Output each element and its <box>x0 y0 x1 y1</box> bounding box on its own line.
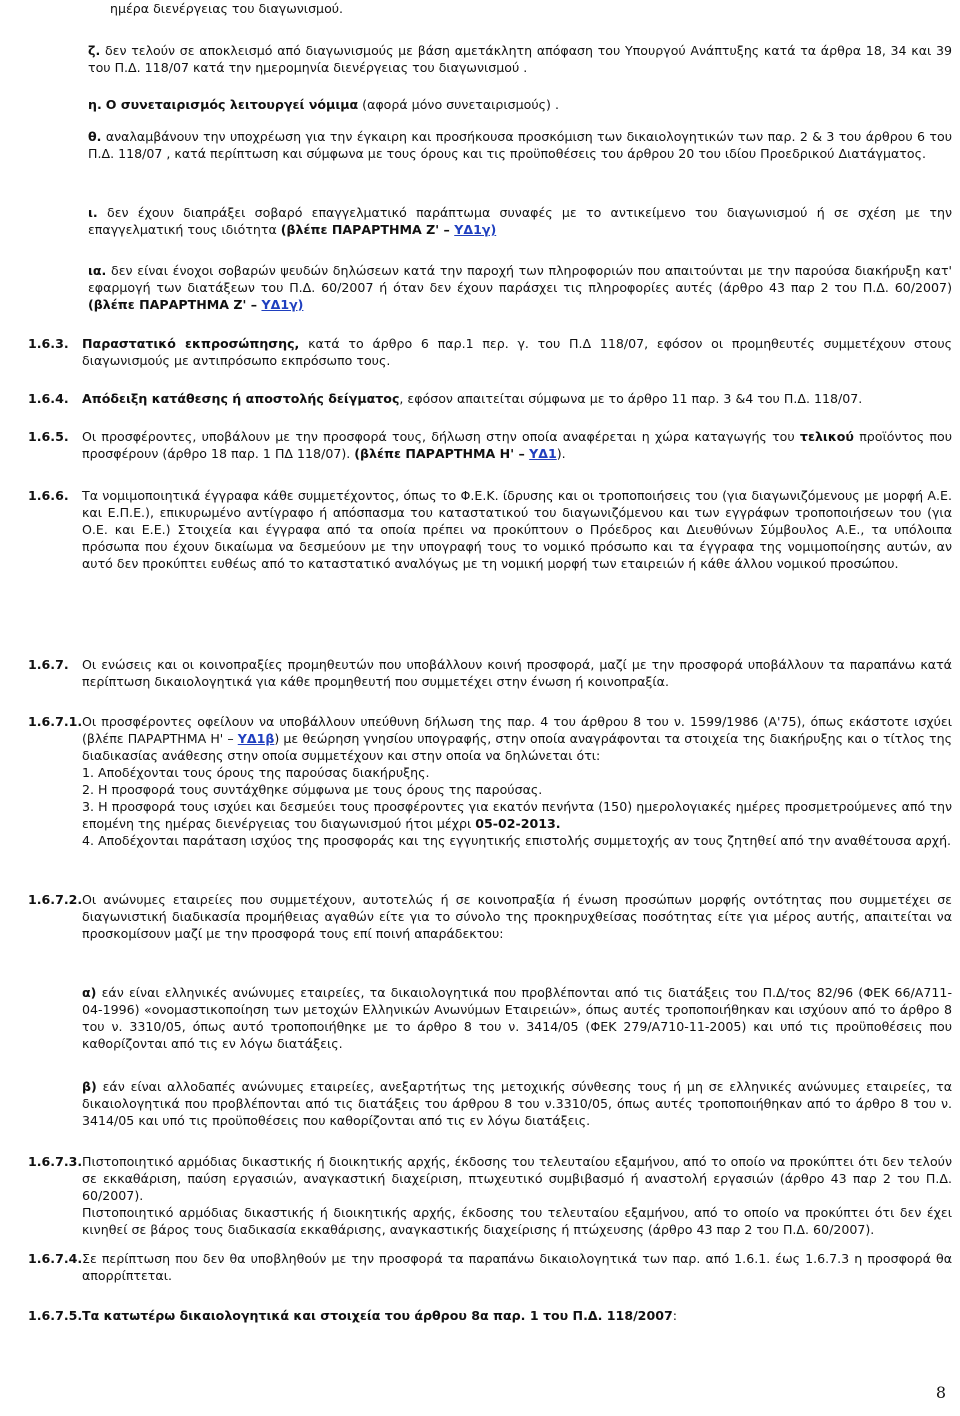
item-label: θ. <box>88 129 102 144</box>
section-number: 1.6.7.4. <box>28 1251 83 1266</box>
item-z <box>88 42 952 76</box>
section-bold: Παραστατικό εκπροσώπησης, <box>82 336 300 351</box>
item-h <box>88 96 952 113</box>
annex-link[interactable]: ΥΔ1γ) <box>261 297 304 312</box>
section-1675: Τα κατωτέρω δικαιολογητικά και στοιχεία του άρθρου 8α παρ. 1 του Π.Δ. 118/2007: <box>82 1308 677 1323</box>
section-number: 1.6.7.2. <box>28 892 83 907</box>
section-163 <box>82 335 952 369</box>
annex-ref: (βλέπε ΠΑΡΑΡΤΗΜΑ Ζ' – <box>88 297 262 312</box>
section-bold: Απόδειξη κατάθεσης ή αποστολής δείγματος <box>82 391 400 406</box>
list-item: 2. Η προσφορά τους συντάχθηκε σύμφωνα με τους όρους της παρούσας. <box>82 782 543 797</box>
item-i <box>88 204 952 238</box>
item-text: δεν έχουν διαπράξει σοβαρό επαγγελματικό παράπτωμα συναφές με το αντικείμενο του διαγωνισμού ή σε σχέση με την επαγγελματική τους ιδιότητα <box>88 205 952 237</box>
item-bold: Ο συνεταιρισμός λειτουργεί νόμιμα <box>105 97 359 112</box>
item-text: δεν τελούν σε αποκλεισμό από διαγωνισμούς με βάση αμετάκλητη απόφαση του Υπουργού Ανάπτυξης κατά τα άρθρα 18, 34 και 39 του Π.Δ. 118/07 κατά την ημερομηνία διενέργειας του διαγωνισμού . <box>88 43 952 75</box>
section-1672 <box>82 891 952 942</box>
subpoint-label: α) <box>82 985 97 1000</box>
page-number: 8 <box>935 1383 946 1402</box>
top-line: ημέρα διενέργειας του διαγωνισμού. <box>110 1 344 16</box>
section-text: Οι ενώσεις και οι κοινοπραξίες προμηθευτών που υποβάλλουν κοινή προσφορά, μαζί με την προσφορά υποβάλλουν τα παραπάνω κατά περίπτωση δικαιολογητικά για κάθε προμηθευτή που συμμετέχει στην ένωση ή κοινοπραξία. <box>82 657 952 689</box>
section-165: Οι προσφέροντες, υποβάλουν με την προσφορά τους, δήλωση στην οποία αναφέρεται η χώρα καταγωγής του τελικού προϊόντος που προσφέρουν (άρθρο 18 παρ. 1 ΠΔ 118/07). (βλέπε ΠΑΡΑΡΤΗΜΑ Η' – ΥΔ1). <box>82 429 952 461</box>
annex-link[interactable]: ΥΔ1β <box>237 731 275 746</box>
item-text: (αφορά μόνο συνεταιρισμούς) . <box>358 97 559 112</box>
item-ia <box>88 262 952 313</box>
section-164 <box>82 390 952 407</box>
section-167 <box>82 656 952 690</box>
subpoint-a: α) εάν είναι ελληνικές ανώνυμες εταιρείες, τα δικαιολογητικά που προβλέπονται από τις διατάξεις του Π.Δ/τος 82/96 (ΦΕΚ 66/Α711-04-1996) «ονομαστικοποίηση των μετοχών Ελληνικών Ανωνύμων Εταιρειών», όπως αυτές τροποποιήθηκαν και ισχύουν από το άρθρο 8 του ν. 3310/05, όπως αυτό τροποποιήθηκε με το άρθρο 8 του ν. 3414/05 (ΦΕΚ 279/Α710-11-2005) και υπό τις προϋποθέσεις που καθορίζονται από τις εν λόγω διατάξεις. <box>82 985 952 1051</box>
list-item: 1. Αποδέχονται τους όρους της παρούσας διακήρυξης. <box>82 765 430 780</box>
item-label: ζ. <box>88 43 101 58</box>
list-item: 3. Η προσφορά τους ισχύει και δεσμεύει τους προσφέροντες για εκατόν πενήντα (150) ημερολογιακές ημέρες προσμετρούμενες από την επομένη της ημέρας διενέργειας του διαγωνισμού ήτοι μέχρι 05-02-2013. <box>82 799 952 831</box>
list-item: 4. Αποδέχονται παράταση ισχύος της προσφοράς και της εγγυητικής επιστολής συμμετοχής αν τους ζητηθεί από την αναθέτουσα αρχή. <box>82 833 952 848</box>
item-label: ι. <box>88 205 98 220</box>
section-text: Σε περίπτωση που δεν θα υποβληθούν με την προσφορά τα παραπάνω δικαιολογητικά των παρ. από 1.6.1. έως 1.6.7.3 η προσφορά θα απορρίπτεται. <box>82 1251 952 1283</box>
section-number: 1.6.7. <box>28 657 69 672</box>
item-label: ια. <box>88 263 107 278</box>
item-text: αναλαμβάνουν την υποχρέωση για την έγκαιρη και προσήκουσα προσκόμιση των δικαιολογητικών των παρ. 2 & 3 του άρθρου 6 του Π.Δ. 118/07 , κατά περίπτωση και σύμφωνα με τους όρους και τις προϋποθέσεις του άρθρου 20 του ιδίου Προεδρικού Διατάγματος. <box>88 129 952 161</box>
section-text: κατά το άρθρο 6 παρ.1 περ. γ. του Π.Δ 118/07, εφόσον οι προμηθευτές συμμετέχουν στους διαγωνισμούς με αντιπρόσωπο εκπρόσωπο τους. <box>82 336 952 368</box>
section-text: Τα νομιμοποιητικά έγγραφα κάθε συμμετέχοντος, όπως το Φ.Ε.Κ. ίδρυσης και οι τροποποιήσεις του (για διαγωνιζόμενους με μορφή Α.Ε. και Ε.Π.Ε.), επικυρωμένο αντίγραφο ή απόσπασμα του καταστατικού του διαγωνιζόμενου και των εγγράφων τροποποιήσεων του (για Ο.Ε. και Ε.Ε.) Στοιχεία και έγγραφα από τα οποία πρέπει να προκύπτουν ο Πρόεδρος και Διευθύνων Σύμβουλος Α.Ε., τα υπόλοιπα πρόσωπα που έχουν δικαίωμα να δεσμεύουν με την υπογραφή τους το νομικό πρόσωπο και τα έγγραφα της νομιμοποίησης αυτών, αν αυτό δεν προκύπτει ευθέως από το καταστατικό αναλόγως με τη νομική μορφή των εταιρειών ή κάθε άλλου νομικού προσώπου. <box>82 488 952 571</box>
section-166 <box>82 487 952 572</box>
subpoint-b: β) εάν είναι αλλοδαπές ανώνυμες εταιρείες, ανεξαρτήτως της μετοχικής σύνθεσης τους ή μη σε ελληνικές ανώνυμες εταιρείες, τα δικαιολογητικά που προβλέπονται από τις διατάξεις του άρθρου 8 του ν.3310/05, όπως αυτές τροποποιήθηκαν από το άρθρο 8 του ν. 3414/05 και υπό τις προϋποθέσεις που καθορίζονται από τις εν λόγω διατάξεις. <box>82 1079 952 1128</box>
section-number: 1.6.4. <box>28 391 69 406</box>
section-number: 1.6.5. <box>28 429 69 444</box>
item-text: δεν είναι ένοχοι σοβαρών ψευδών δηλώσεων κατά την παροχή των πληροφοριών που απαιτούνται με την παρούσα διακήρυξη κατ' εφαρμογή των διατάξεων του Π.Δ. 60/2007 ή όταν δεν έχουν παράσχει τις πληροφορίες αυτές (άρθρο 43 παρ 2 του Π.Δ. 60/2007) <box>88 263 952 295</box>
section-number: 1.6.7.3. <box>28 1154 83 1169</box>
section-number: 1.6.6. <box>28 488 69 503</box>
section-1673: Πιστοποιητικό αρμόδιας δικαστικής ή διοικητικής αρχής, έκδοσης του τελευταίου εξαμήνου, από το οποίο να προκύπτει ότι δεν τελούν σε εκκαθάριση, παύση εργασιών, αναγκαστική διαχείριση, πτωχευτικό συμβιβασμό ή αναστολή εργασιών (άρθρο 43 παρ 2 του Π.Δ. 60/2007). Πιστοποιητικό αρμόδιας δικαστικής ή διοικητικής αρχής, έκδοσης του τελευταίου εξαμήνου, από το οποίο να προκύπτει ότι δεν έχει κινηθεί σε βάρος τους διαδικασία εκκαθάρισης, αναγκαστικής διαχείρισης ή πτώχευσης (άρθρο 43 παρ 2 του Π.Δ. 60/2007). <box>82 1154 952 1237</box>
annex-ref: (βλέπε ΠΑΡΑΡΤΗΜΑ Η' – <box>354 446 530 461</box>
section-number: 1.6.7.1. <box>28 714 83 729</box>
annex-ref: (βλέπε ΠΑΡΑΡΤΗΜΑ Ζ' – <box>280 222 455 237</box>
section-number: 1.6.3. <box>28 336 69 351</box>
annex-link[interactable]: ΥΔ1 <box>529 446 557 461</box>
annex-link[interactable]: ΥΔ1γ) <box>454 222 497 237</box>
item-label: η. <box>88 97 102 112</box>
section-text: Οι ανώνυμες εταιρείες που συμμετέχουν, αυτοτελώς ή σε κοινοπραξία ή ένωση προσώπων μορφής οντότητας που συμμετέχει σε διαγωνιστική διαδικασία προμήθειας αγαθών είτε για το σύνολο της προκηρυχθείσας ποσότητας είτε για μέρος αυτής, απαιτείται να προσκομίσουν μαζί με την προσφορά τους επί ποινή απαράδεκτου: <box>82 892 952 941</box>
deadline-date: 05-02-2013. <box>475 816 561 831</box>
section-bold: Τα κατωτέρω δικαιολογητικά και στοιχεία του άρθρου 8α παρ. 1 του Π.Δ. 118/2007 <box>82 1308 673 1323</box>
section-number: 1.6.7.5. <box>28 1308 83 1323</box>
section-text: , εφόσον απαιτείται σύμφωνα με το άρθρο 11 παρ. 3 &4 του Π.Δ. 118/07. <box>399 391 863 406</box>
subpoint-label: β) <box>82 1079 97 1094</box>
section-1674 <box>82 1250 952 1284</box>
section-1671: Οι προσφέροντες οφείλουν να υποβάλλουν υπεύθυνη δήλωση της παρ. 4 του άρθρου 8 του ν. 1599/1986 (Α'75), όπως εκάστοτε ισχύει (βλέπε ΠΑΡΑΡΤΗΜΑ Η' – ΥΔ1β) με θεώρηση γνησίου υπογραφής, στην οποία αναγράφονται τα στοιχεία της διακήρυξης και ο τίτλος της διαδικασίας ανάθεσης στην οποία συμμετέχουν και στην οποία να δηλώνεται ότι: 1. Αποδέχονται τους όρους της παρούσας διακήρυξης. 2. Η προσφορά τους συντάχθηκε σύμφωνα με τους όρους της παρούσας. 3. Η προσφορά τους ισχύει και δεσμεύει τους προσφέροντες για εκατόν πενήντα (150) ημερολογιακές ημέρες προσμετρούμενες από την επομένη της ημέρας διενέργειας του διαγωνισμού ήτοι μέχρι 05-02-2013. 4. Αποδέχονται παράταση ισχύος της προσφοράς και της εγγυητικής επιστολής συμμετοχής αν τους ζητηθεί από την αναθέτουσα αρχή. <box>82 714 952 848</box>
item-th <box>88 128 952 162</box>
